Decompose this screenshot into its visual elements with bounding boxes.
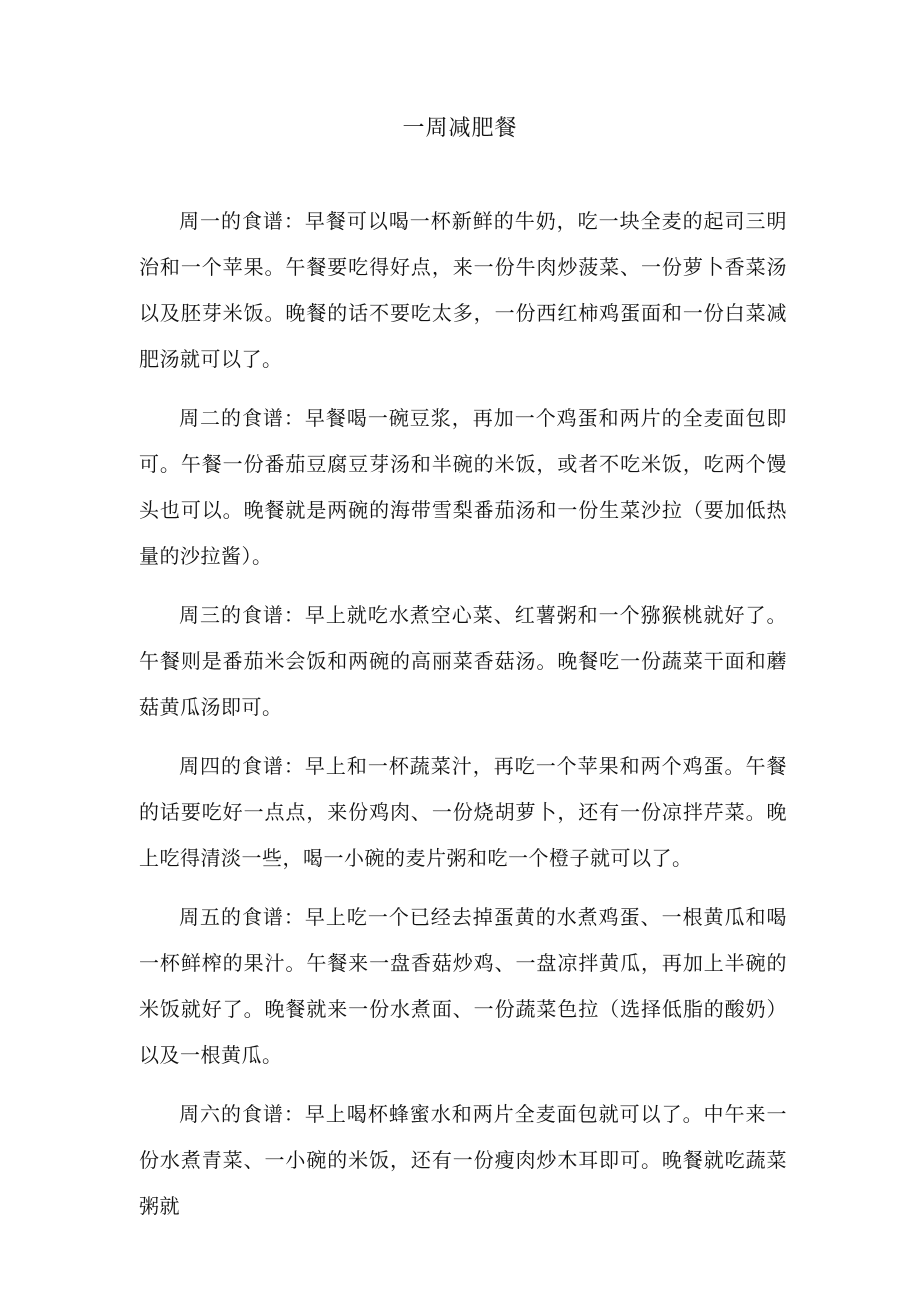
paragraph-wednesday: 周三的食谱：早上就吃水煮空心菜、红薯粥和一个猕猴桃就好了。午餐则是番茄米会饭和两碗的高丽菜香菇汤。晚餐吃一份蔬菜干面和蘑菇黄瓜汤即可。 xyxy=(139,603,787,719)
document-title: 一周减肥餐 xyxy=(402,116,518,141)
document-body xyxy=(139,198,787,1242)
paragraph-saturday: 周六的食谱：早上喝杯蜂蜜水和两片全麦面包就可以了。中午来一份水煮青菜、一小碗的米饭，还有一份瘦肉炒木耳即可。晚餐就吃蔬菜粥就 xyxy=(139,1102,787,1218)
paragraph-monday: 周一的食谱：早餐可以喝一杯新鲜的牛奶，吃一块全麦的起司三明治和一个苹果。午餐要吃得好点，来一份牛肉炒菠菜、一份萝卜香菜汤以及胚芽米饭。晚餐的话不要吃太多，一份西红柿鸡蛋面和一份白菜减肥汤就可以了。 xyxy=(139,209,787,371)
paragraph-tuesday: 周二的食谱：早餐喝一碗豆浆，再加一个鸡蛋和两片的全麦面包即可。午餐一份番茄豆腐豆芽汤和半碗的米饭，或者不吃米饭，吃两个馒头也可以。晚餐就是两碗的海带雪梨番茄汤和一份生菜沙拉（要加低热量的沙拉酱）。 xyxy=(139,406,787,568)
paragraph-friday: 周五的食谱：早上吃一个已经去掉蛋黄的水煮鸡蛋、一根黄瓜和喝一杯鲜榨的果汁。午餐来一盘香菇炒鸡、一盘凉拌黄瓜，再加上半碗的米饭就好了。晚餐就来一份水煮面、一份蔬菜色拉（选择低脂的酸奶）以及一根黄瓜。 xyxy=(139,905,787,1067)
paragraph-thursday: 周四的食谱：早上和一杯蔬菜汁，再吃一个苹果和两个鸡蛋。午餐的话要吃好一点点，来份鸡肉、一份烧胡萝卜，还有一份凉拌芹菜。晚上吃得清淡一些，喝一小碗的麦片粥和吃一个橙子就可以了。 xyxy=(139,754,787,870)
